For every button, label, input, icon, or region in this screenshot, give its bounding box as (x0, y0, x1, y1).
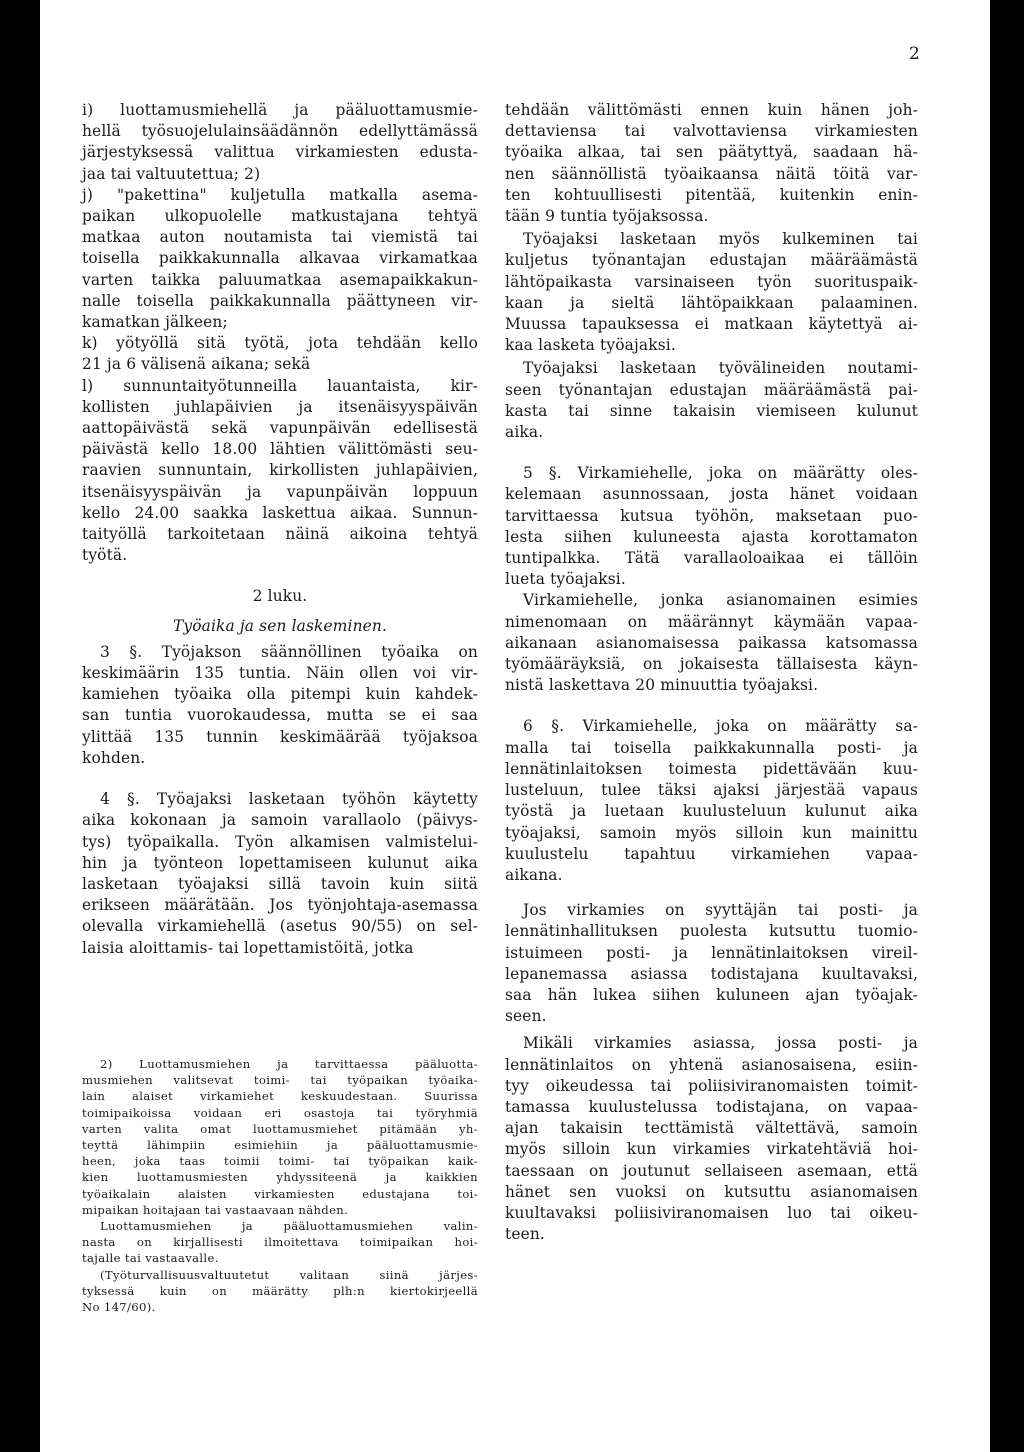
text-line: kuljetus työnantajan edustajan määräämästä (505, 251, 918, 270)
text-line: 21 ja 6 välisenä aikana; sekä (82, 355, 311, 374)
text-line: tyy oikeudessa tai poliisiviranomaisten toimit- (505, 1076, 918, 1095)
text-line: istuimeen posti- ja lennätinlaitoksen vireil- (505, 943, 918, 962)
text-line: varten valita omat luottamusmiehet pitämään yh- (82, 1121, 478, 1136)
text-line: toimipaikoissa voidaan eri osastoja tai työryhmiä (82, 1105, 478, 1120)
text-line: kollisten juhlapäivien ja itsenäisyyspäivän (82, 397, 478, 416)
text-line: tarvittaessa kutsua työhön, maksetaan puo- (505, 506, 918, 525)
text-line: ylittää 135 tunnin keskimäärää työjaksoa (82, 727, 478, 746)
chapter-title: Työaika ja sen laskeminen. (172, 616, 388, 635)
text-line: hin ja työnteon lopettamiseen kulunut aika (82, 853, 478, 872)
text-line: (Työturvallisuusvaltuutetut valitaan siinä järjes- (100, 1267, 478, 1282)
text-line: tamassa kuulustelussa todistajana, on vapaa- (505, 1097, 918, 1116)
text-line: l) sunnuntaityötunneilla lauantaista, kir- (82, 376, 478, 395)
section-6-paragraph-3 (505, 1033, 918, 1245)
text-line: lusteluun, tulee täksi ajaksi järjestää vapaus (505, 781, 918, 800)
text-line: 3 §. Työjakson säännöllinen työaika on (100, 642, 478, 661)
section-3 (82, 642, 478, 769)
text-line: malla tai toisella paikkakunnalla posti- ja (505, 738, 918, 757)
text-line: järjestyksessä valittua virkamiesten edusta- (82, 143, 478, 162)
text-line: ajan takaisin tecttämistä vältettävä, samoin (505, 1119, 918, 1138)
text-line: työaika alkaa, tai sen päätyttyä, saadaan hä- (505, 143, 918, 162)
text-line: kaa lasketa työajaksi. (505, 336, 676, 355)
text-line: No 147/60). (82, 1300, 156, 1315)
text-line: ten kohtuullisesti pitentää, kuitenkin enin- (505, 185, 918, 204)
text-line: lasketaan työajaksi sillä tavoin kuin siitä (82, 874, 478, 893)
text-line: nen säännöllistä työaikaansa näitä töitä var- (505, 164, 918, 183)
left-scan-border (0, 0, 40, 1452)
text-line: Virkamiehelle, jonka asianomainen esimies (523, 591, 918, 610)
text-line: tyksessä kuin on määrätty plh:n kiertokirjeellä (82, 1283, 478, 1298)
text-line: varten taikka paluumatkaa asemapaikkakun- (82, 270, 478, 289)
section-6 (505, 716, 918, 886)
text-line: seen. (505, 1007, 547, 1026)
text-line: teyttä lähimpiin esimiehiin ja pääluottamusmie- (82, 1138, 478, 1153)
text-line: aikanaan asianomaisessa paikassa katsomassa (505, 633, 918, 652)
text-line: kamatkan jälkeen; (82, 313, 228, 332)
text-line: san tuntia vuorokaudessa, mutta se ei saa (82, 706, 478, 725)
text-line: saa hän lukea siihen kuluneen ajan työajak- (505, 985, 918, 1004)
text-line: raavien sunnuntain, kirkollisten juhlapäivien, (82, 461, 478, 480)
text-line: j) "pakettina" kuljetulla matkalla asema- (82, 185, 478, 204)
text-line: matkaa auton noutamista tai viemistä tai (82, 228, 478, 247)
text-line: tään 9 tuntia työjaksossa. (505, 207, 709, 226)
text-line: aikana. (505, 865, 563, 884)
text-line: 6 §. Virkamiehelle, joka on määrätty sa- (523, 717, 918, 736)
text-line: tajalle tai vastaavalle. (82, 1251, 219, 1266)
section-4 (82, 789, 478, 959)
text-line: kasta tai sinne takaisin viemiseen kulunut (505, 401, 918, 420)
text-line: tehdään välittömästi ennen kuin hänen joh- (505, 101, 918, 119)
text-line: laisia aloittamis- tai lopettamistöitä, jotka (82, 938, 414, 957)
section-5-paragraph-2 (505, 590, 918, 696)
text-line: kello 24.00 saakka laskettua aikaa. Sunnun- (82, 503, 478, 522)
text-line: kuultavaksi poliisiviranomaisen luo tai oikeu- (505, 1203, 918, 1222)
text-line: kohden. (82, 748, 146, 767)
text-line: 4 §. Työajaksi lasketaan työhön käytetty (100, 790, 478, 809)
text-line: kuulustelu tapahtuu virkamiehen vapaa- (505, 844, 918, 863)
text-line: kaan ja sieltä lähtöpaikkaan palaaminen. (505, 293, 918, 312)
text-line: Työajaksi lasketaan myös kulkeminen tai (523, 230, 918, 249)
item-i (82, 100, 478, 185)
text-line: nasta on kirjallisesti ilmoitettava toimipaikan hoi- (82, 1235, 478, 1250)
paragraph-tools (505, 358, 918, 443)
text-line: jaa tai valtuutettua; 2) (82, 164, 261, 183)
chapter-number: 2 luku. (252, 587, 308, 606)
text-line: mipaikan hoitajaan tai vastaavaan nähden. (82, 1202, 349, 1217)
text-line: itsenäisyyspäivän ja vapunpäivän loppuun (82, 482, 478, 501)
continued-paragraph (505, 100, 918, 227)
text-line: nimenomaan on määrännyt käymään vapaa- (505, 612, 918, 631)
text-line: lennätinlaitos on yhtenä asianosaisena, esiin- (505, 1055, 918, 1074)
text-line: aika. (505, 423, 544, 442)
text-line: lueta työajaksi. (505, 570, 626, 589)
text-line: lepanemassa asiassa todistajana kuultavaksi, (505, 964, 918, 983)
text-line: teen. (505, 1225, 545, 1244)
text-line: lesta siihen kuluneesta ajasta korottamaton (505, 527, 918, 546)
text-line: Työajaksi lasketaan työvälineiden noutami- (523, 359, 918, 378)
left-column (82, 100, 478, 959)
text-line: toisella paikkakunnalla alkavaa virkamatkaa (82, 249, 478, 268)
footnote-part-a (82, 1056, 478, 1218)
item-l (82, 376, 478, 567)
text-line: tys) työpaikalla. Työn alkamisen valmistelui- (82, 832, 478, 851)
text-line: nistä laskettava 20 minuuttia työajaksi. (505, 676, 819, 695)
text-line: seen työnantajan edustajan määräämästä pai- (505, 380, 918, 399)
text-line: työmääräyksiä, on jokaisesta tällaisesta käyn- (505, 655, 918, 674)
text-line: musmiehen valitsevat toimi- tai työpaikan työaika- (82, 1073, 478, 1088)
text-line: Luottamusmiehen ja pääluottamusmiehen valin- (100, 1219, 478, 1234)
section-6-paragraph-2 (505, 900, 918, 1027)
text-line: 2) Luottamusmiehen ja tarvittaessa pääluotta- (100, 1057, 478, 1071)
right-column (505, 100, 918, 1245)
paragraph-travel (505, 229, 918, 356)
footnote-part-b (82, 1218, 478, 1267)
text-line: keskimäärin 135 tuntia. Näin ollen voi vir- (82, 664, 478, 683)
text-line: k) yötyöllä sitä työtä, jota tehdään kello (82, 334, 478, 353)
text-line: nalle toisella paikkakunnalla päättyneen vir- (82, 291, 478, 310)
text-line: työaikalain alaisten virkamiesten edustajana toi- (82, 1186, 478, 1201)
section-5 (505, 463, 918, 590)
text-line: hellä työsuojelulainsäädännön edellyttämässä (82, 122, 478, 141)
text-line: kien luottamusmiesten yhdyssiteenä ja kaikkien (82, 1170, 478, 1185)
text-line: kelemaan asunnossaan, josta hänet voidaan (505, 485, 918, 504)
text-line: Muussa tapauksessa ei matkaan käytettyä ai- (505, 315, 918, 334)
text-line: lennätinhallituksen puolesta kutsuttu tuomio- (505, 922, 918, 941)
text-line: Jos virkamies on syyttäjän tai posti- ja (523, 901, 918, 920)
right-scan-border (990, 0, 1024, 1452)
text-line: lennätinlaitoksen toimesta pidettävään kuu- (505, 759, 918, 778)
text-line: dettaviensa tai valvottaviensa virkamiesten (505, 122, 918, 141)
text-line: myös silloin kun virkamies virkatehtäviä hoi- (505, 1140, 918, 1159)
item-k (82, 333, 478, 375)
text-line: heen, joka taas toimii toimi- tai työpaikan kaik- (82, 1154, 478, 1169)
footnote-part-c (82, 1267, 478, 1316)
text-line: aattopäivästä sekä vapunpäivän edellisestä (82, 419, 478, 438)
text-line: Mikäli virkamies asiassa, jossa posti- ja (523, 1034, 918, 1053)
text-line: työstä ja luetaan kuulusteluun kulunut aika (505, 802, 918, 821)
text-line: työajaksi, samoin myös silloin kun mainittu (505, 823, 918, 842)
text-line: taessaan on joutunut sellaiseen asemaan, että (505, 1161, 918, 1180)
footnote (82, 1056, 478, 1315)
page-number: 2 (909, 44, 920, 64)
text-line: työtä. (82, 546, 128, 565)
text-line: lain alaiset virkamiehet keskuudestaan. Suurissa (82, 1089, 478, 1104)
text-line: i) luottamusmiehellä ja pääluottamusmie- (82, 101, 478, 119)
text-line: päivästä kello 18.00 lähtien välittömästi seu- (82, 440, 478, 459)
item-j (82, 185, 478, 333)
text-line: aika kokonaan ja samoin varallaolo (päivys- (82, 811, 478, 830)
text-line: taityöllä tarkoitetaan näinä aikoina tehtyä (82, 525, 478, 544)
text-line: 5 §. Virkamiehelle, joka on määrätty oles- (523, 464, 918, 483)
text-line: kamiehen työaika olla pitempi kuin kahdek- (82, 685, 478, 704)
text-line: tuntipalkka. Tätä varallaoloaikaa ei tällöin (505, 549, 918, 568)
text-line: paikan ulkopuolelle matkustajana tehtyä (82, 207, 478, 226)
text-line: lähtöpaikasta varsinaiseen työn suorituspaik- (505, 272, 918, 291)
text-line: hänet sen vuoksi on kutsuttu asianomaisen (505, 1182, 918, 1201)
text-line: erikseen määrätään. Jos työnjohtaja-asemassa (82, 896, 478, 915)
text-line: olevalla virkamiehellä (asetus 90/55) on sel- (82, 917, 478, 936)
